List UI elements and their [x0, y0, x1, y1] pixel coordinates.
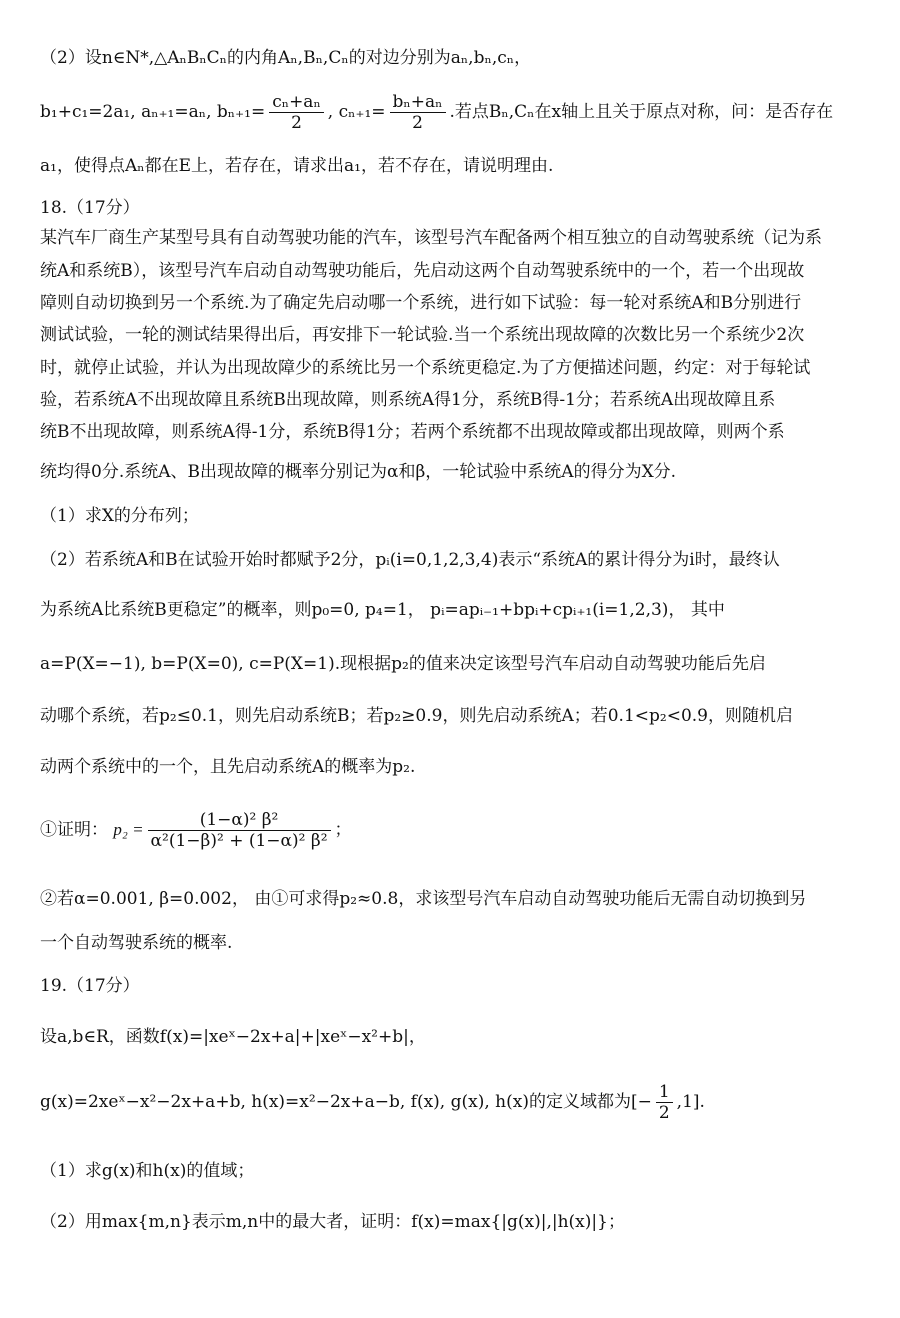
q17-part2-line2	[40, 92, 860, 133]
q19-line2-text-b: ,1].	[676, 1092, 705, 1112]
q18-paragraph-line: 统均得0分.系统A、B出现故障的概率分别记为α和β，一轮试验中系统A的得分为X分.	[40, 462, 677, 482]
q18-paragraph-line: 测试试验，一轮的测试结果得出后，再安排下一轮试验.当一个系统出现故障的次数比另一个系统少2次	[40, 325, 805, 345]
q17-fraction-1-numerator: cₙ+aₙ	[269, 92, 324, 113]
q18-proof-line	[40, 808, 860, 852]
q19-part2: （2）用max{m,n}表示m,n中的最大者，证明：f(x)=max{|g(x)|,|h(x)|}；	[40, 1212, 625, 1232]
q18-part2-line1: （2）若系统A和B在试验开始时都赋予2分，pᵢ(i=0,1,2,3,4)表示“系统A的累计得分为i时，最终认	[40, 550, 780, 570]
q17-fraction-2-numerator: bₙ+aₙ	[390, 92, 446, 113]
q19-fraction	[656, 1082, 673, 1123]
q19-heading: 19.（17分）	[40, 976, 140, 996]
q18-proof-lhs: p₂ =	[113, 820, 144, 839]
q17-part2-line1: （2）设n∈N*,△AₙBₙCₙ的内角Aₙ,Bₙ,Cₙ的对边分别为aₙ,bₙ,cₙ，	[40, 48, 532, 68]
q17-fraction-2-denominator: 2	[412, 113, 423, 133]
q18-proof-end: ；	[334, 820, 352, 840]
q18-proof-label: ①证明：	[40, 820, 108, 840]
q18-part1: （1）求X的分布列；	[40, 506, 199, 526]
q19-line2-text-a: g(x)=2xeˣ−x²−2x+a+b, h(x)=x²−2x+a−b, f(x), g(x), h(x)的定义域都为[−	[40, 1092, 652, 1112]
q18-paragraph-line: 时，就停止试验，并认为出现故障少的系统比另一个系统更稳定.为了方便描述问题，约定：对于每轮试	[40, 358, 811, 378]
q18-part2b-line1: ②若α=0.001, β=0.002， 由①可求得p₂≈0.8，求该型号汽车启动自动驾驶功能后无需自动切换到另	[40, 889, 807, 909]
q18-proof-fraction	[148, 810, 331, 851]
q17-line2-text-b: , cₙ₊₁=	[327, 102, 386, 122]
q18-part2-line3: a=P(X=−1), b=P(X=0), c=P(X=1).现根据p₂的值来决定该型号汽车启动自动驾驶功能后先启	[40, 654, 766, 674]
q18-paragraph-line: 验，若系统A不出现故障且系统B出现故障，则系统A得1分，系统B得-1分；若系统A出现故障且系	[40, 390, 776, 410]
q17-line2-text-a: b₁+c₁=2a₁, aₙ₊₁=aₙ, bₙ₊₁=	[40, 102, 266, 122]
q18-paragraph-line: 某汽车厂商生产某型号具有自动驾驶功能的汽车，该型号汽车配备两个相互独立的自动驾驶系统（记为系	[40, 228, 822, 248]
q18-part2b-line2: 一个自动驾驶系统的概率.	[40, 933, 233, 953]
q19-part1: （1）求g(x)和h(x)的值域；	[40, 1161, 255, 1181]
q19-line2	[40, 1080, 860, 1124]
q17-line2-text-c: .若点Bₙ,Cₙ在x轴上且关于原点对称，问：是否存在	[449, 102, 834, 122]
q18-part2-line4: 动哪个系统，若p₂≤0.1，则先启动系统B；若p₂≥0.9，则先启动系统A；若0.1<p₂<0.9，则随机启	[40, 706, 793, 726]
q17-part2-line3: a₁，使得点Aₙ都在E上，若存在，请求出a₁，若不存在，请说明理由.	[40, 156, 554, 176]
q18-paragraph-line: 统B不出现故障，则系统A得-1分，系统B得1分；若两个系统都不出现故障或都出现故障，则两个系	[40, 422, 785, 442]
q19-line1: 设a,b∈R，函数f(x)=|xeˣ−2x+a|+|xeˣ−x²+b|，	[40, 1027, 426, 1047]
q18-heading: 18.（17分）	[40, 198, 140, 218]
q19-fraction-numerator: 1	[656, 1082, 673, 1103]
q18-paragraph-line: 障则自动切换到另一个系统.为了确定先启动哪一个系统，进行如下试验：每一轮对系统A和B分别进行	[40, 293, 802, 313]
q18-part2-line5: 动两个系统中的一个，且先启动系统A的概率为p₂.	[40, 757, 416, 777]
q19-fraction-denominator: 2	[658, 1103, 670, 1123]
q17-fraction-1-denominator: 2	[291, 113, 302, 133]
q17-fraction-1	[269, 92, 324, 133]
q18-proof-denominator: α²(1−β)² + (1−α)² β²	[150, 831, 328, 851]
q18-part2-line2: 为系统A比系统B更稳定”的概率，则p₀=0, p₄=1， pᵢ=apᵢ₋₁+bpᵢ+cpᵢ₊₁(i=1,2,3)， 其中	[40, 600, 725, 620]
q17-fraction-2	[390, 92, 446, 133]
q18-proof-numerator: (1−α)² β²	[148, 810, 331, 831]
q18-paragraph-line: 统A和系统B），该型号汽车启动自动驾驶功能后，先启动这两个自动驾驶系统中的一个，若一个出现故	[40, 261, 805, 281]
